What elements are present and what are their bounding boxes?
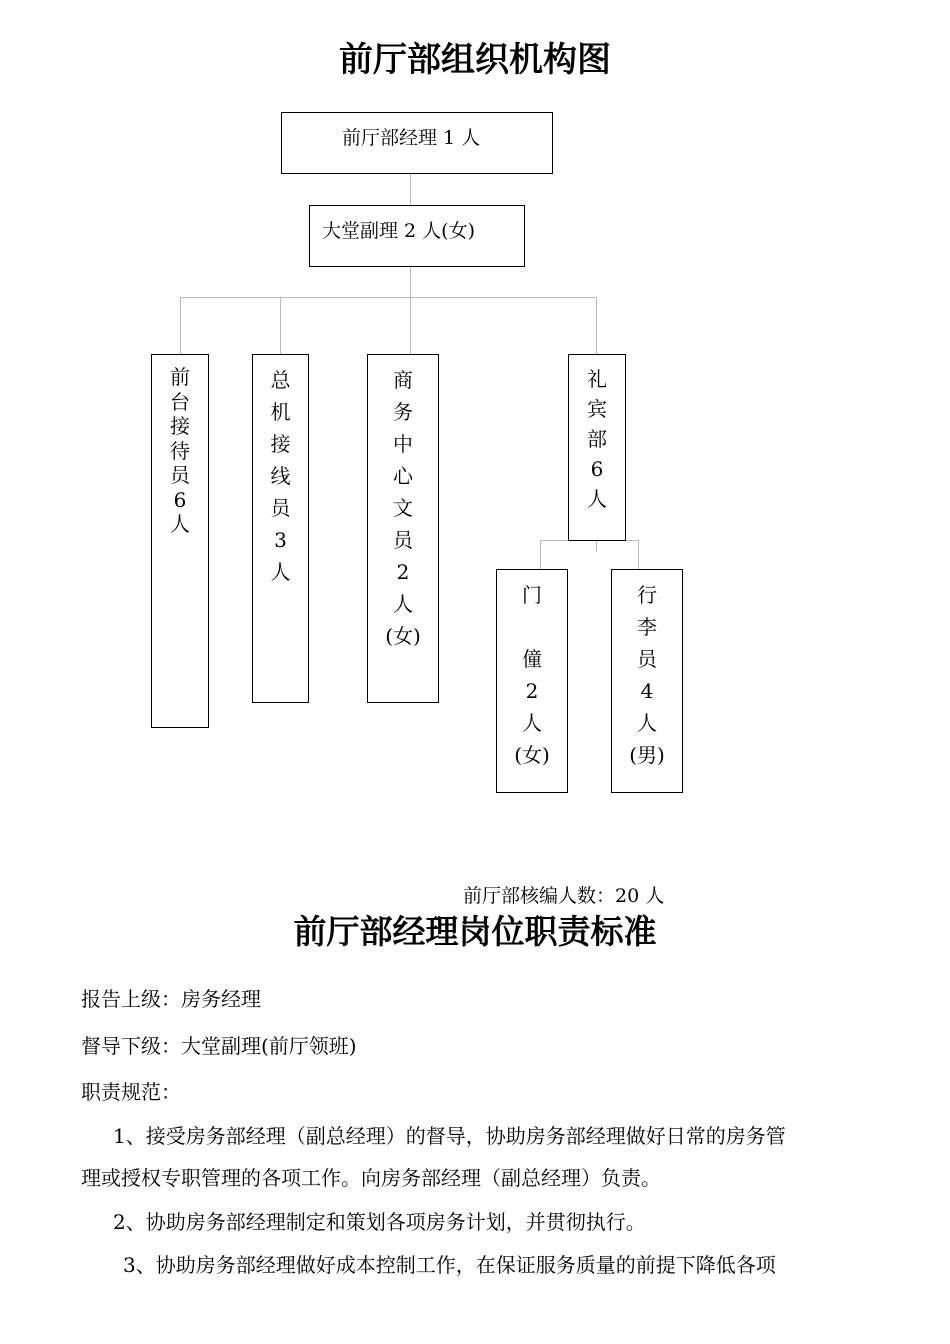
connector-line xyxy=(638,540,639,569)
connector-line xyxy=(596,540,597,552)
bellman-char: (男) xyxy=(629,743,665,767)
concierge-char: 人 xyxy=(587,487,607,511)
business-center-char: 员 xyxy=(393,528,413,552)
connector-line xyxy=(596,297,597,354)
doorman-char: 人 xyxy=(522,711,542,735)
connector-line xyxy=(180,297,597,298)
manager-label: 前厅部经理 1 人 xyxy=(342,127,481,149)
manager-box xyxy=(281,112,553,174)
duty-1-line-1: 1、接受房务部经理（副总经理）的督导，协助房务部经理做好日常的房务管 xyxy=(113,1124,786,1148)
assistant-manager-box xyxy=(309,205,525,267)
operator-char: 接 xyxy=(270,432,291,456)
doorman-box xyxy=(496,569,568,793)
bellman-char: 行 xyxy=(637,583,657,607)
concierge-char: 宾 xyxy=(587,397,607,421)
business-center-char: 务 xyxy=(393,400,413,424)
section-title: 前厅部经理岗位职责标准 xyxy=(293,912,657,951)
reception-char: 台 xyxy=(170,389,190,414)
duty-2: 2、协助房务部经理制定和策划各项房务计划，并贯彻执行。 xyxy=(113,1210,646,1234)
operator-char: 机 xyxy=(270,400,291,424)
report-to: 报告上级：房务经理 xyxy=(81,987,261,1011)
reception-char: 员 xyxy=(170,463,190,487)
doorman-char: (女) xyxy=(514,743,550,767)
headcount-note: 前厅部核编人数：20 人 xyxy=(463,885,665,907)
business-center-char: 2 xyxy=(396,560,410,584)
duty-1-line-2: 理或授权专职管理的各项工作。向房务部经理（副总经理）负责。 xyxy=(81,1166,661,1190)
reception-char: 人 xyxy=(170,512,190,536)
reception-box xyxy=(151,354,209,728)
doorman-char: 僮 xyxy=(522,647,542,671)
bellman-char: 4 xyxy=(640,679,654,703)
connector-line xyxy=(410,266,411,354)
connector-line xyxy=(280,297,281,354)
reception-char: 6 xyxy=(173,487,187,512)
duty-3: 3、协助房务部经理做好成本控制工作，在保证服务质量的前提下降低各项 xyxy=(123,1253,776,1277)
concierge-char: 部 xyxy=(587,427,607,451)
connector-line xyxy=(540,540,541,569)
concierge-char: 礼 xyxy=(587,367,607,391)
bellman-char: 李 xyxy=(637,615,657,639)
doorman-char: 2 xyxy=(525,679,539,703)
operator-char: 总 xyxy=(270,368,291,392)
operator-char: 3 xyxy=(274,528,287,552)
reception-char: 接 xyxy=(170,414,190,438)
reception-char: 前 xyxy=(170,365,190,389)
operator-char: 线 xyxy=(270,464,291,488)
concierge-box xyxy=(568,354,626,541)
supervise: 督导下级：大堂副理(前厅领班) xyxy=(81,1034,357,1058)
bellman-char: 员 xyxy=(637,647,657,671)
business-center-char: 商 xyxy=(393,368,413,392)
bellman-char: 人 xyxy=(637,711,657,735)
concierge-char: 6 xyxy=(590,457,604,481)
reception-char: 待 xyxy=(170,438,190,463)
business-center-char: 文 xyxy=(393,496,413,520)
business-center-char: 中 xyxy=(393,432,413,456)
org-chart-title: 前厅部组织机构图 xyxy=(339,40,611,80)
operator-char: 人 xyxy=(270,560,291,584)
business-center-box xyxy=(367,354,439,703)
business-center-char: (女) xyxy=(385,624,421,648)
business-center-char: 人 xyxy=(393,592,413,616)
operator-char: 员 xyxy=(270,496,291,520)
operator-box xyxy=(252,354,309,703)
duties-label: 职责规范： xyxy=(81,1080,181,1104)
bellman-box xyxy=(611,569,683,793)
business-center-char: 心 xyxy=(393,464,413,488)
connector-line xyxy=(410,173,411,206)
assistant-manager-label: 大堂副理 2 人(女) xyxy=(322,220,475,242)
connector-line xyxy=(180,297,181,354)
doorman-char: 门 xyxy=(522,583,542,607)
